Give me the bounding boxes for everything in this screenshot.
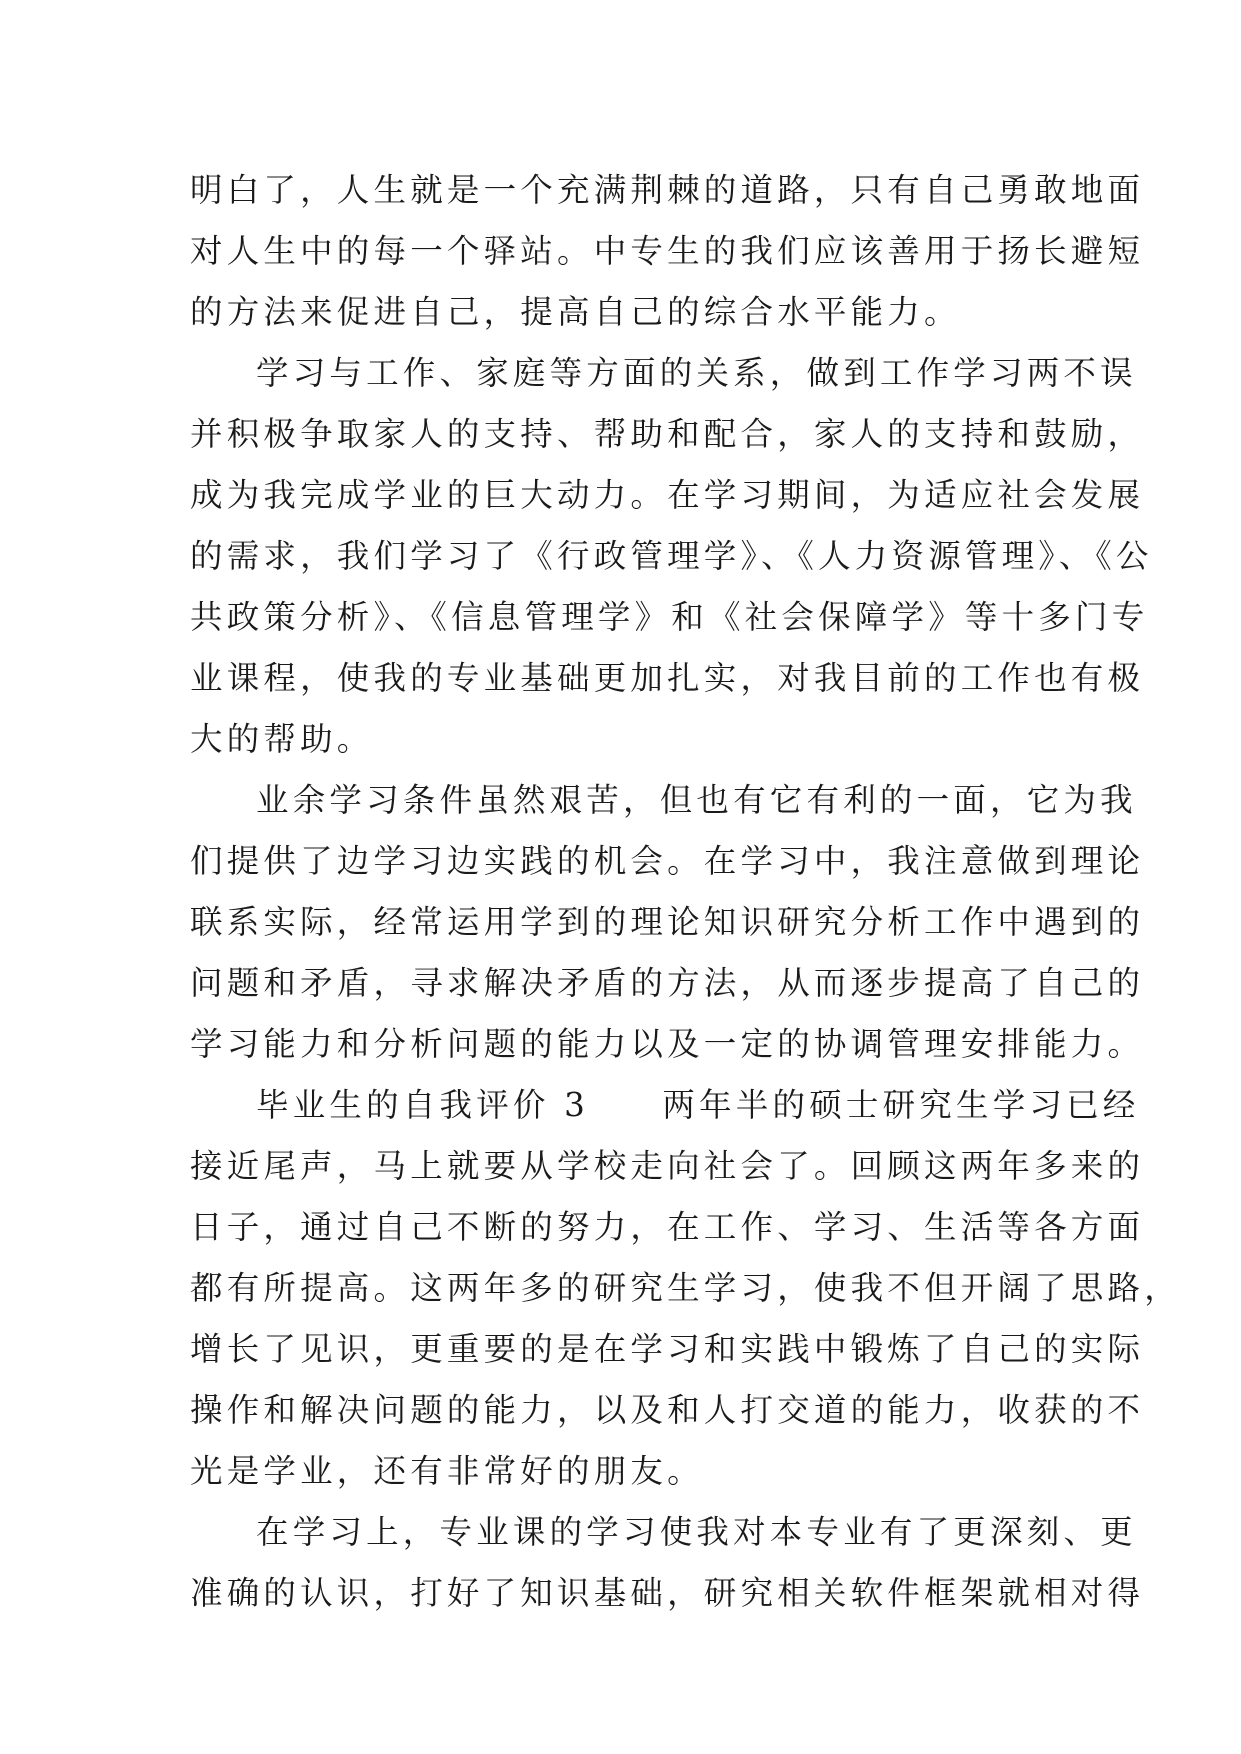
text-line: 共政策分析》、《信息管理学》和《社会保障学》等十多门专 bbox=[190, 598, 1149, 636]
text-line: 操作和解决问题的能力，以及和人打交道的能力，收获的不 bbox=[190, 1391, 1145, 1429]
text-line: 都有所提高。这两年多的研究生学习，使我不但开阔了思路， bbox=[190, 1269, 1181, 1307]
document-body bbox=[190, 160, 1181, 1624]
text-line: 的方法来促进自己，提高自己的综合水平能力。 bbox=[190, 293, 961, 331]
text-line: 增长了见识，更重要的是在学习和实践中锻炼了自己的实际 bbox=[190, 1330, 1145, 1368]
text-line: 学习能力和分析问题的能力以及一定的协调管理安排能力。 bbox=[190, 1025, 1145, 1063]
text-line: 接近尾声，马上就要从学校走向社会了。回顾这两年多来的 bbox=[190, 1147, 1145, 1185]
text-line: 日子，通过自己不断的努力，在工作、学习、生活等各方面 bbox=[190, 1208, 1145, 1246]
text-line: 明白了，人生就是一个充满荆棘的道路，只有自己勇敢地面 bbox=[190, 171, 1145, 209]
paragraph-start-line: 在学习上，专业课的学习使我对本专业有了更深刻、更 bbox=[256, 1513, 1137, 1551]
text-line: 成为我完成学业的巨大动力。在学习期间，为适应社会发展 bbox=[190, 476, 1145, 514]
text-line: 的需求，我们学习了《行政管理学》、《人力资源管理》、《公 bbox=[190, 537, 1153, 575]
text-line: 准确的认识，打好了知识基础，研究相关软件框架就相对得 bbox=[190, 1574, 1145, 1612]
text-line: 对人生中的每一个驿站。中专生的我们应该善用于扬长避短 bbox=[190, 232, 1145, 270]
paragraph-start-line: 业余学习条件虽然艰苦，但也有它有利的一面，它为我 bbox=[256, 781, 1137, 819]
paragraph-start-line: 学习与工作、家庭等方面的关系，做到工作学习两不误 bbox=[256, 354, 1137, 392]
text-line: 们提供了边学习边实践的机会。在学习中，我注意做到理论 bbox=[190, 842, 1145, 880]
text-line: 业课程，使我的专业基础更加扎实，对我目前的工作也有极 bbox=[190, 659, 1145, 697]
text-line: 问题和矛盾，寻求解决矛盾的方法，从而逐步提高了自己的 bbox=[190, 964, 1145, 1002]
paragraph-start-line: 毕业生的自我评价 3 两年半的硕士研究生学习已经 bbox=[256, 1086, 1140, 1124]
text-line: 联系实际，经常运用学到的理论知识研究分析工作中遇到的 bbox=[190, 903, 1145, 941]
text-line: 大的帮助。 bbox=[190, 720, 374, 758]
text-line: 并积极争取家人的支持、帮助和配合，家人的支持和鼓励， bbox=[190, 415, 1145, 453]
text-line: 光是学业，还有非常好的朋友。 bbox=[190, 1452, 704, 1490]
